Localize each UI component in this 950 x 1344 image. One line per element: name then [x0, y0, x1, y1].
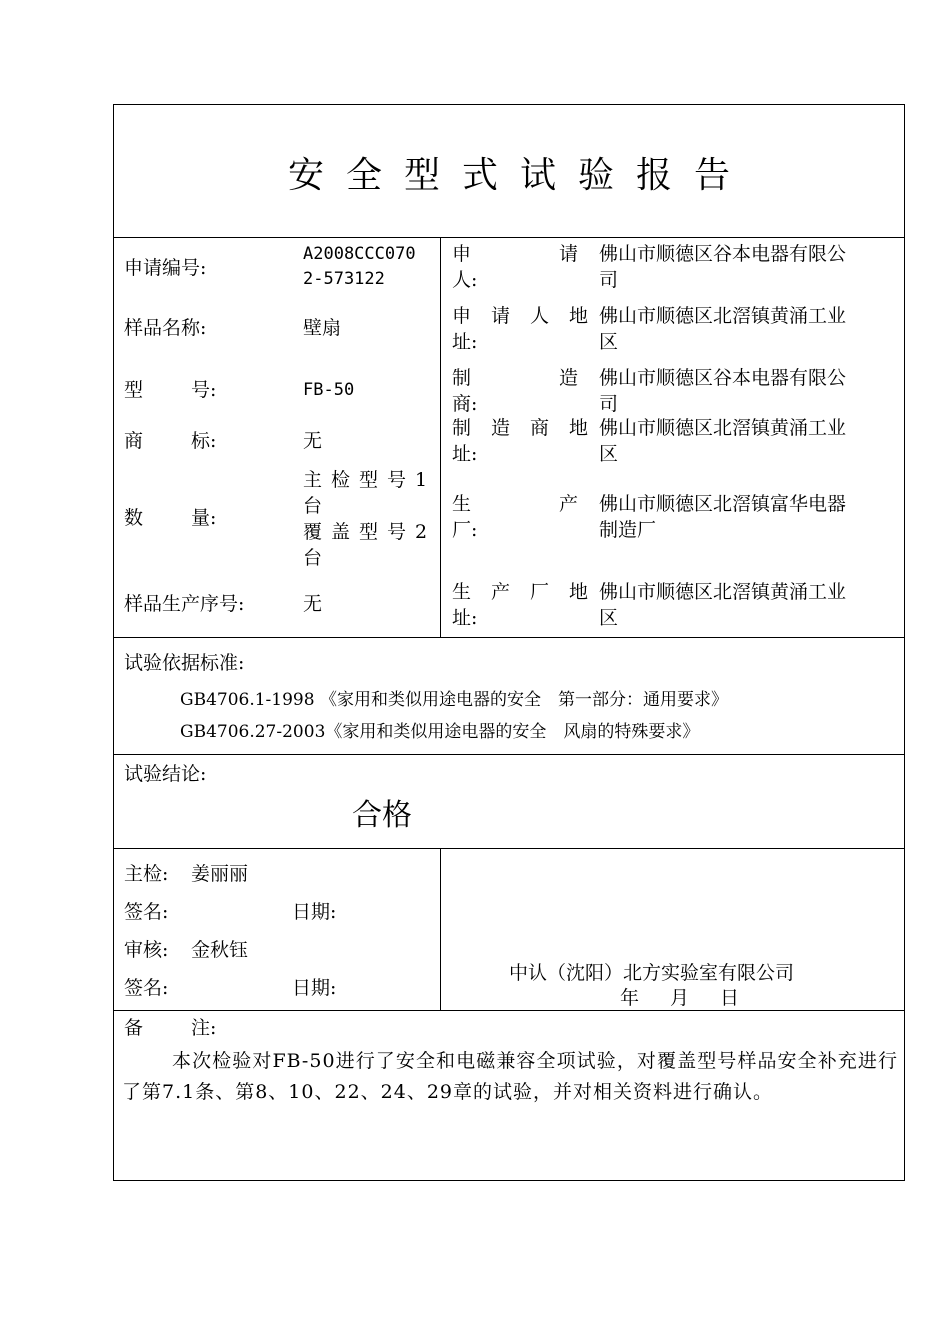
qty-label-b: 量:	[191, 507, 217, 529]
lab-name: 中认（沈阳）北方实验室有限公司	[509, 962, 795, 984]
brand-label-b: 标:	[191, 430, 217, 452]
date-placeholder: 年 月 日	[620, 987, 746, 1009]
sample-name-label: 样品名称:	[124, 317, 207, 339]
maker-addr-label2: 址:	[452, 443, 478, 465]
inspector-name: 姜丽丽	[191, 863, 249, 885]
factory-addr-line2: 区	[599, 607, 619, 629]
sample-name-value: 壁扇	[303, 317, 342, 339]
factory-addr-label: 生产厂地	[452, 581, 609, 603]
applicant-label-c: 人:	[452, 269, 478, 291]
inspector-label: 主检:	[124, 863, 169, 885]
app-no-line1: A2008CCC070	[303, 244, 416, 264]
factory-addr-label2: 址:	[452, 607, 478, 629]
divider-standards	[114, 754, 904, 755]
model-label-a: 型	[124, 379, 144, 401]
factory-label-c: 厂:	[452, 519, 478, 541]
maker-label-b: 造	[558, 367, 578, 389]
model-value: FB-50	[303, 380, 355, 400]
applicant-label-b: 请	[558, 243, 578, 265]
factory-label-b: 产	[558, 493, 578, 515]
serial-label: 样品生产序号:	[124, 593, 245, 615]
applicant-label	[452, 241, 578, 267]
applicant-line2: 司	[599, 269, 619, 291]
reviewer-label: 审核:	[124, 939, 169, 961]
report-frame	[113, 104, 905, 1181]
qty-line1: 主检型号1	[303, 469, 437, 491]
applicant-addr-line2: 区	[599, 331, 619, 353]
reviewer-name: 金秋钰	[191, 939, 249, 961]
inspector-date-label: 日期:	[292, 901, 337, 923]
applicant-addr-label: 申请人地	[452, 305, 609, 327]
maker-addr-line1: 佛山市顺德区北滘镇黄涌工业	[599, 417, 847, 439]
remarks-label-b: 注:	[191, 1017, 217, 1039]
maker-label	[452, 365, 578, 391]
divider-info-vertical	[440, 237, 441, 637]
maker-addr-line2: 区	[599, 443, 619, 465]
divider-info	[114, 637, 904, 638]
brand-value: 无	[303, 430, 323, 452]
qty-line2: 台	[303, 495, 323, 517]
factory-label	[452, 491, 578, 517]
divider-conclusion	[114, 848, 904, 849]
factory-addr-line1: 佛山市顺德区北滘镇黄涌工业	[599, 581, 847, 603]
factory-line2: 制造厂	[599, 519, 657, 541]
applicant-line1: 佛山市顺德区谷本电器有限公	[599, 243, 847, 265]
maker-label-a: 制	[452, 367, 472, 389]
maker-label-c: 商:	[452, 393, 478, 415]
standards-label: 试验依据标准:	[124, 652, 245, 674]
remarks-text: 本次检验对FB-50进行了安全和电磁兼容全项试验，对覆盖型号样品安全补充进行了第7.1条、第8、10、22、24、29章的试验，并对相关资料进行确认。	[122, 1050, 898, 1103]
divider-sign	[114, 1010, 904, 1011]
standard-2: GB4706.27-2003《家用和类似用途电器的安全 风扇的特殊要求》	[180, 722, 700, 742]
qty-label-a: 数	[124, 507, 144, 529]
brand-label-a: 商	[124, 430, 144, 452]
divider-title	[114, 237, 904, 238]
inspector-sign-label: 签名:	[124, 901, 169, 923]
maker-line2: 司	[599, 393, 619, 415]
remarks-label-a: 备	[124, 1017, 144, 1039]
report-title: 安全型式试验报告	[287, 155, 752, 196]
qty-line3: 覆盖型号2	[303, 521, 437, 543]
factory-label-a: 生	[452, 493, 472, 515]
divider-sign-vertical	[440, 848, 441, 1010]
applicant-label-a: 申	[452, 243, 472, 265]
serial-value: 无	[303, 593, 323, 615]
factory-line1: 佛山市顺德区北滘镇富华电器	[599, 493, 847, 515]
model-label-b: 号:	[191, 379, 217, 401]
reviewer-sign-label: 签名:	[124, 977, 169, 999]
standard-1: GB4706.1-1998 《家用和类似用途电器的安全 第一部分：通用要求》	[180, 690, 728, 710]
app-no-line2: 2-573122	[303, 269, 385, 289]
conclusion-value: 合格	[352, 798, 412, 833]
maker-addr-label: 制造商地	[452, 417, 609, 439]
maker-line1: 佛山市顺德区谷本电器有限公	[599, 367, 847, 389]
applicant-addr-label2: 址:	[452, 331, 478, 353]
conclusion-label: 试验结论:	[124, 763, 207, 785]
app-no-label: 申请编号:	[124, 257, 207, 279]
applicant-addr-line1: 佛山市顺德区北滘镇黄涌工业	[599, 305, 847, 327]
qty-line4: 台	[303, 547, 323, 569]
reviewer-date-label: 日期:	[292, 977, 337, 999]
